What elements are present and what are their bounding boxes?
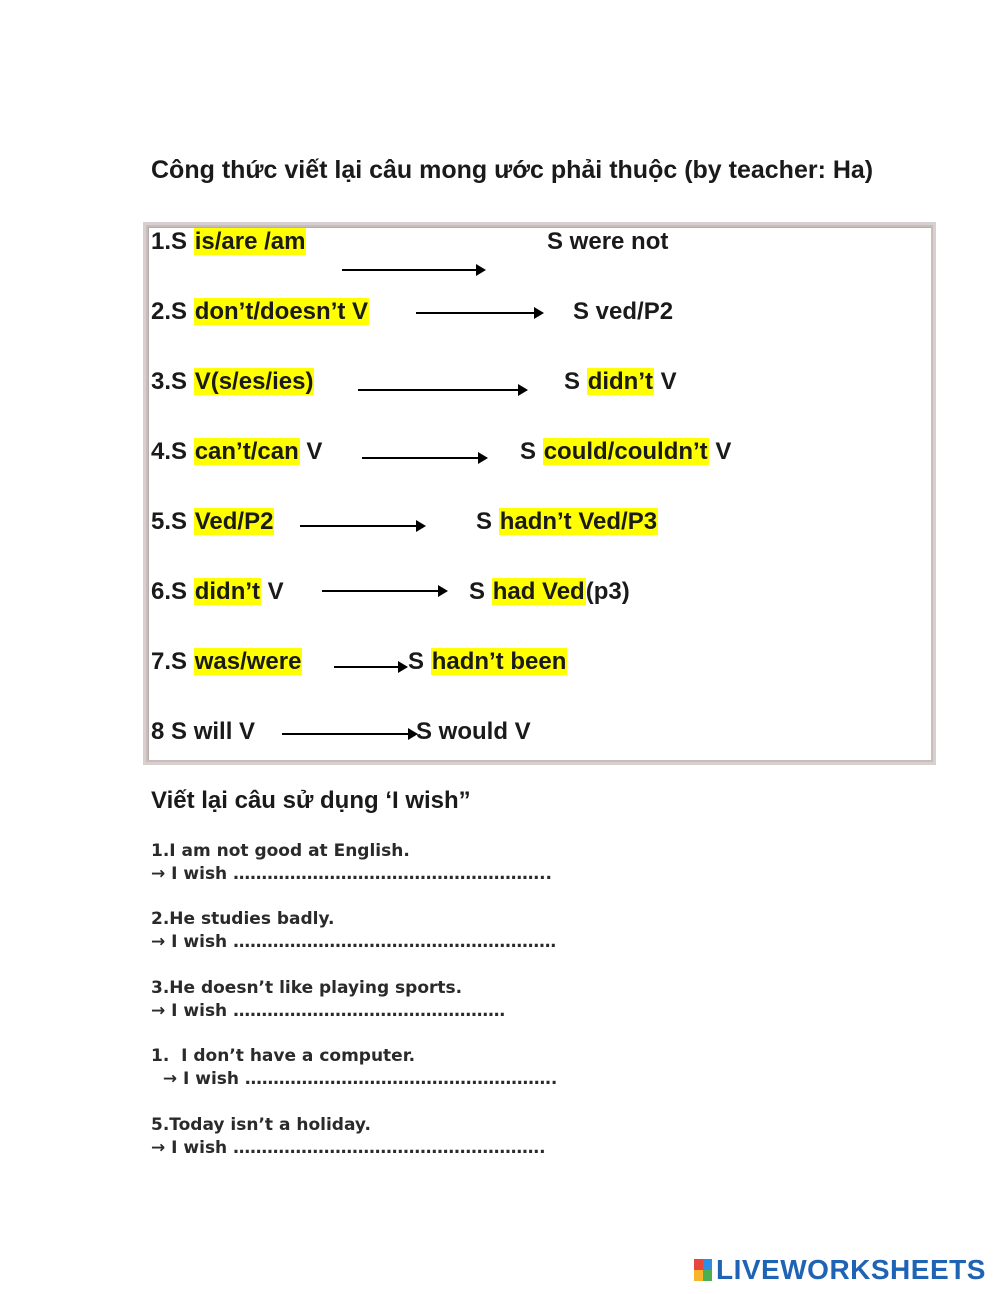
exercise-sentence: 3.He doesn’t like playing sports. <box>151 978 463 998</box>
arrow-icon <box>282 733 416 735</box>
answer-line[interactable]: → I wish ……………………………………………….. <box>151 864 552 884</box>
liveworksheets-logo[interactable] <box>694 1256 986 1284</box>
answer-line[interactable]: → I wish ………………………………………… <box>151 1001 506 1021</box>
formula-5-left: 5.S Ved/P2 <box>151 508 274 535</box>
formula-6-left: 6.S didn’t V <box>151 578 284 605</box>
arrow-icon <box>334 666 406 668</box>
formula-6-right: S had Ved(p3) <box>469 578 630 605</box>
answer-line[interactable]: → I wish ………………………………………………. <box>151 1069 558 1089</box>
arrow-icon <box>358 389 526 391</box>
answer-line[interactable]: → I wish ………………………………………………. <box>151 1138 546 1158</box>
logo-text: LIVEWORKSHEETS <box>716 1254 986 1285</box>
formula-3-right: S didn’t V <box>564 368 677 395</box>
exercise-item-3 <box>151 977 505 1023</box>
arrow-icon <box>362 457 486 459</box>
exercise-item-1 <box>151 840 552 886</box>
exercise-sentence: 1. I don’t have a computer. <box>151 1046 416 1066</box>
exercise-sentence: 2.He studies badly. <box>151 909 335 929</box>
formula-1-left: 1.S is/are /am <box>151 228 306 255</box>
exercise-title: Viết lại câu sử dụng ‘I wish” <box>151 787 471 814</box>
formula-4-left: 4.S can’t/can V <box>151 438 323 465</box>
exercise-sentence: 1.I am not good at English. <box>151 841 410 861</box>
arrow-icon <box>322 590 446 592</box>
formula-2-right: S ved/P2 <box>573 298 674 325</box>
formula-2-left: 2.S don’t/doesn’t V <box>151 298 369 325</box>
arrow-icon <box>416 312 542 314</box>
formula-7-left: 7.S was/were <box>151 648 302 675</box>
formula-8-right: S would V <box>416 718 531 745</box>
exercise-item-5 <box>151 1114 546 1160</box>
formula-5-right: S hadn’t Ved/P3 <box>476 508 658 535</box>
arrow-icon <box>342 269 484 271</box>
arrow-icon <box>300 525 424 527</box>
exercise-item-4 <box>151 1045 557 1091</box>
formula-4-right: S could/couldn’t V <box>520 438 732 465</box>
formula-8-left: 8 S will V <box>151 718 256 745</box>
answer-line[interactable]: → I wish ………………………………………………… <box>151 932 557 952</box>
formula-3-left: 3.S V(s/es/ies) <box>151 368 314 395</box>
logo-icon <box>694 1259 712 1281</box>
formula-1-right: S were not <box>547 228 669 255</box>
formula-7-right: S hadn’t been <box>408 648 567 675</box>
exercise-sentence: 5.Today isn’t a holiday. <box>151 1115 371 1135</box>
page-title: Công thức viết lại câu mong ước phải thuộc (by teacher: Ha) <box>151 156 874 184</box>
exercise-item-2 <box>151 908 556 954</box>
